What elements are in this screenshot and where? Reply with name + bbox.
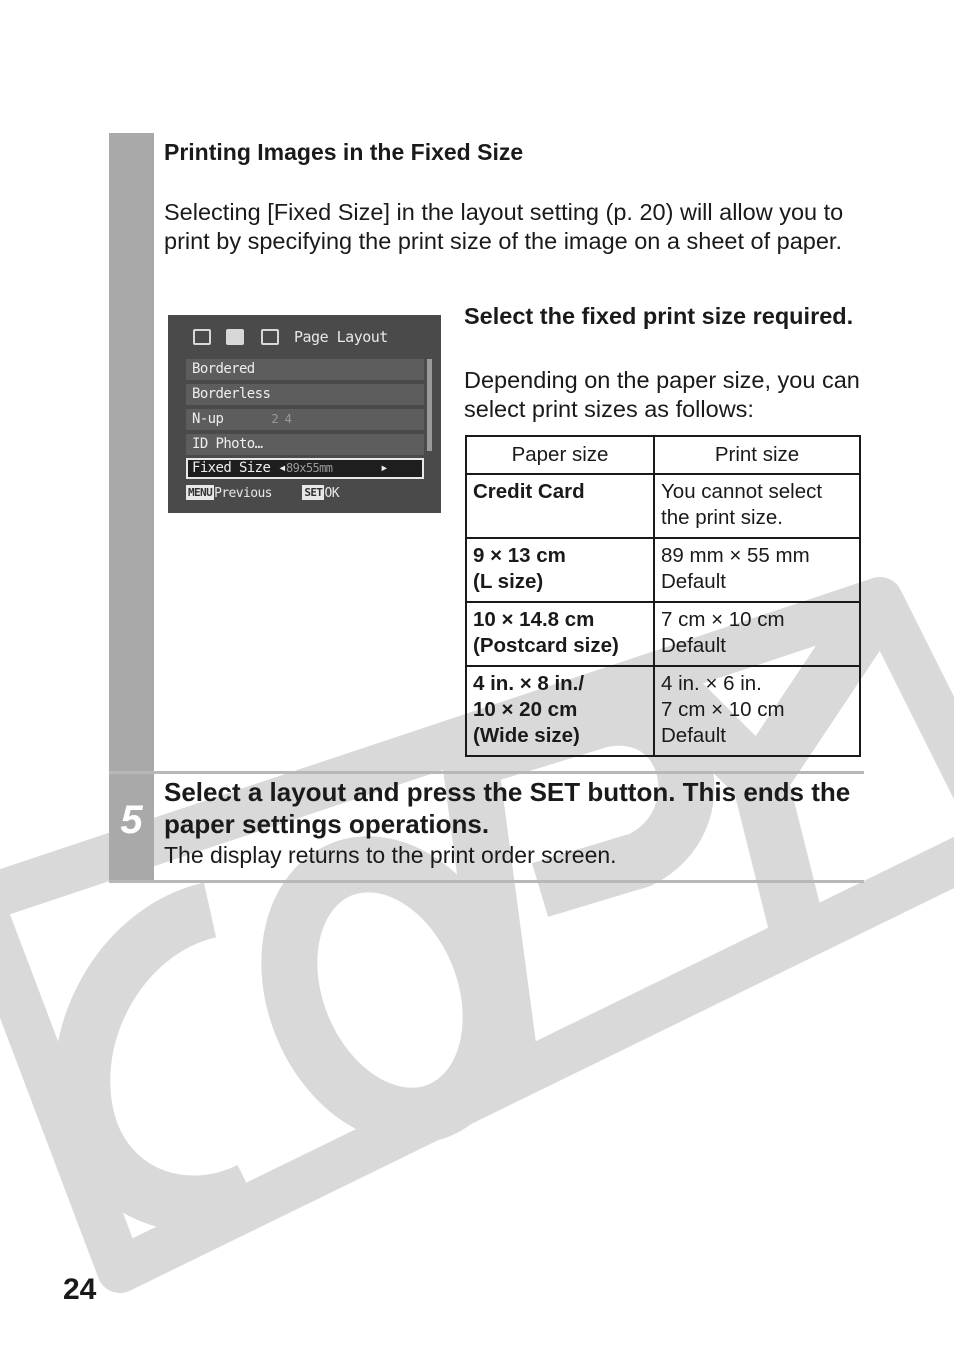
print-size-cell: 7 cm × 10 cm Default [654,602,860,666]
lcd-tab-icon [261,329,279,345]
lcd-title: Page Layout [294,328,388,346]
subsection-text: Depending on the paper size, you can select print sizes as follows: [464,367,860,422]
lcd-scrollbar [427,359,432,451]
print-size-cell: You cannot select the print size. [654,474,860,538]
paper-size-cell: 10 × 14.8 cm (Postcard size) [466,602,654,666]
table-header: Paper size [466,436,654,474]
right-arrow-icon: ▸ [380,460,388,476]
menu-key-icon: MENU [188,486,213,499]
step-divider-top [109,771,864,774]
lcd-footer: MENU Previous SET OK [188,486,339,501]
left-arrow-icon: ◂ [278,460,286,476]
print-size-cell: 89 mm × 55 mm Default [654,538,860,602]
step-number-box [109,774,154,880]
table-row [466,666,860,756]
table-row [466,602,860,666]
table-header: Print size [654,436,860,474]
page-number: 24 [63,1273,97,1306]
paper-size-cell: Credit Card [466,474,654,538]
section-intro: Selecting [Fixed Size] in the layout setting (p. 20) will allow you to print by specifying the print size of the image on a sheet of paper. [164,199,844,254]
lcd-header [168,325,441,351]
paper-size-cell: 4 in. × 8 in./ 10 × 20 cm (Wide size) [466,666,654,756]
lcd-option-bordered: Bordered [186,359,424,380]
table-row [466,474,860,538]
paper-size-cell: 9 × 13 cm (L size) [466,538,654,602]
section-side-bar [109,133,154,771]
lcd-option-id-photo: ID Photo… [186,434,424,455]
step-divider-bottom [109,880,864,883]
lcd-option-fixed-size: Fixed Size ◂89x55mm ▸ [186,458,424,479]
set-key-icon: SET [304,486,323,499]
step-heading: Select a layout and press the SET button. This ends the paper settings operations. [164,777,851,839]
table-row [466,538,860,602]
section-title: Printing Images in the Fixed Size [164,139,524,165]
table-header-row [466,436,860,474]
print-size-cell: 4 in. × 6 in. 7 cm × 10 cm Default [654,666,860,756]
camera-lcd-screenshot [168,315,441,513]
print-size-table [465,435,861,757]
lcd-option-nup: N-up 2 4 [186,409,424,430]
step-number: 5 [120,798,143,842]
lcd-tab-icon [193,329,211,345]
lcd-option-borderless: Borderless [186,384,424,405]
lcd-tab-icon [226,329,244,345]
step-text: The display returns to the print order screen. [164,842,617,868]
subsection-heading: Select the fixed print size required. [464,303,854,329]
